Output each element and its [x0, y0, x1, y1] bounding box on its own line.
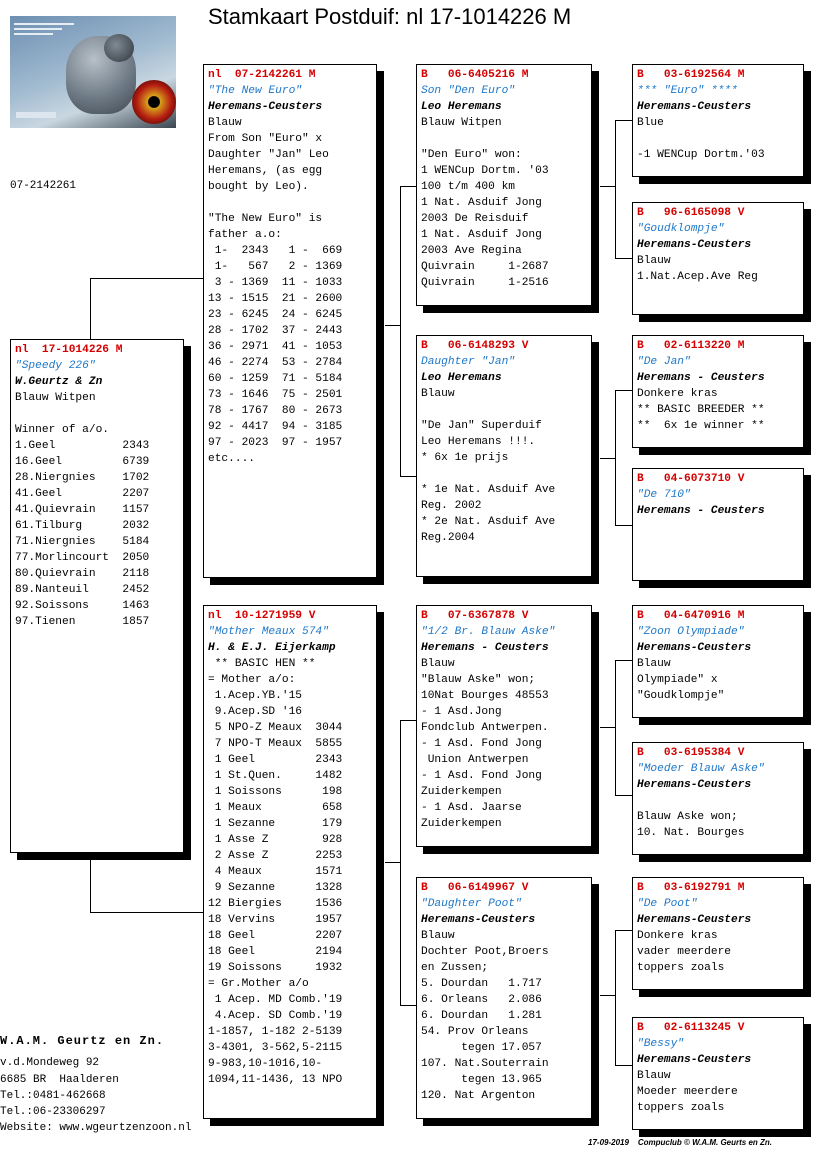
- info-line: 1- 2343 1 - 669: [208, 245, 343, 257]
- info-line: "Den Euro" won:: [421, 149, 522, 161]
- info-line: Zuiderkempen: [421, 818, 502, 830]
- ring-number: B 06-6405216 M: [421, 69, 529, 81]
- info-line: 1 Soissons 198: [208, 786, 343, 798]
- info-line: [421, 466, 587, 482]
- info-line: 1 Geel 2343: [208, 754, 343, 766]
- breeder-name: Heremans-Ceusters: [208, 101, 323, 113]
- info-line: 1- 567 2 - 1369: [208, 261, 343, 273]
- info-line: 9 Sezanne 1328: [208, 882, 343, 894]
- pedigree-card-mother: [203, 605, 377, 1119]
- info-line: Zuiderkempen: [421, 786, 502, 798]
- info-line: 5 NPO-Z Meaux 3044: [208, 722, 343, 734]
- info-line: Moeder meerdere: [637, 1086, 738, 1098]
- info-line: 92.Soissons 1463: [15, 600, 150, 612]
- info-line: 78 - 1767 80 - 2673: [208, 405, 343, 417]
- info-line: 71.Niergnies 5184: [15, 536, 150, 548]
- info-line: 1 Nat. Asduif Jong: [421, 197, 542, 209]
- pigeon-name: "Moeder Blauw Aske": [637, 763, 765, 775]
- info-line: From Son "Euro" x: [208, 133, 323, 145]
- pedigree-card-father-father: [416, 64, 592, 306]
- pigeon-name: "Mother Meaux 574": [208, 626, 329, 638]
- info-line: 92 - 4417 94 - 3185: [208, 421, 343, 433]
- info-line: 1.Acep.YB.'15: [208, 690, 302, 702]
- pigeon-name: Son "Den Euro": [421, 85, 515, 97]
- info-line: "The New Euro" is: [208, 213, 323, 225]
- info-line: 1 Meaux 658: [208, 802, 343, 814]
- breeder-name: Heremans-Ceusters: [637, 101, 752, 113]
- breeder-name: Heremans-Ceusters: [637, 914, 752, 926]
- info-line: Winner of a/o.: [15, 424, 109, 436]
- info-line: 18 Geel 2194: [208, 946, 343, 958]
- logo-footer-bar: [16, 112, 56, 118]
- breeder-name: Heremans - Ceusters: [637, 372, 765, 384]
- ring-number: B 03-6192564 M: [637, 69, 745, 81]
- info-line: * 6x 1e prijs: [421, 452, 509, 464]
- info-line: 1 Sezanne 179: [208, 818, 343, 830]
- pedigree-card-ffm: [632, 202, 804, 315]
- info-line: Blauw: [421, 388, 455, 400]
- info-line: 120. Nat Argenton: [421, 1090, 536, 1102]
- info-line: Union Antwerpen: [421, 754, 529, 766]
- info-line: 13 - 1515 21 - 2600: [208, 293, 343, 305]
- info-line: tegen 17.057: [421, 1042, 542, 1054]
- owner-address: v.d.Mondeweg 92: [0, 1057, 100, 1070]
- pigeon-logo-image: [10, 16, 176, 128]
- pigeon-head: [104, 34, 134, 62]
- breeder-name: H. & E.J. Eijerkamp: [208, 642, 336, 654]
- pigeon-name: "De Poot": [637, 898, 698, 910]
- info-line: 1-1857, 1-182 2-5139: [208, 1026, 343, 1038]
- info-line: 1 Nat. Asduif Jong: [421, 229, 542, 241]
- breeder-name: Heremans-Ceusters: [421, 914, 536, 926]
- breeder-name: Heremans - Ceusters: [637, 505, 765, 517]
- breeder-name: Heremans-Ceusters: [637, 779, 752, 791]
- info-line: 46 - 2274 53 - 2784: [208, 357, 343, 369]
- ring-number: B 03-6192791 M: [637, 882, 745, 894]
- info-line: = Mother a/o:: [208, 674, 296, 686]
- info-line: [208, 195, 372, 211]
- info-line: -1 WENCup Dortm.'03: [637, 149, 765, 161]
- info-line: Heremans, (as egg: [208, 165, 323, 177]
- info-line: 2 Asse Z 2253: [208, 850, 343, 862]
- info-line: vader meerdere: [637, 946, 731, 958]
- info-line: 28.Niergnies 1702: [15, 472, 150, 484]
- pedigree-card-father-mother: [416, 335, 592, 577]
- info-line: 2003 Ave Regina: [421, 245, 522, 257]
- owner-website: Website: www.wgeurtzenzoon.nl: [0, 1122, 192, 1135]
- info-line: - 1 Asd. Fond Jong: [421, 738, 542, 750]
- info-line: 41.Quievrain 1157: [15, 504, 150, 516]
- info-line: 4 Meaux 1571: [208, 866, 343, 878]
- pigeon-name: "De 710": [637, 489, 691, 501]
- info-line: 3-4301, 3-562,5-2115: [208, 1042, 343, 1054]
- ring-number: nl 10-1271959 V: [208, 610, 316, 622]
- info-line: Reg. 2002: [421, 500, 482, 512]
- info-line: Donkere kras: [637, 930, 718, 942]
- info-line: 2003 De Reisduif: [421, 213, 529, 225]
- owner-info: [0, 1033, 191, 1137]
- info-line: 7 NPO-T Meaux 5855: [208, 738, 343, 750]
- pigeon-name: Daughter "Jan": [421, 356, 515, 368]
- info-line: ** BASIC HEN **: [208, 658, 316, 670]
- info-line: Blauw: [208, 117, 242, 129]
- pedigree-card-fff: [632, 64, 804, 177]
- info-line: 9-983,10-1016,10-: [208, 1058, 323, 1070]
- info-line: 73 - 1646 75 - 2501: [208, 389, 343, 401]
- info-line: Reg.2004: [421, 532, 475, 544]
- pedigree-card-father: [203, 64, 377, 578]
- ring-number: B 07-6367878 V: [421, 610, 529, 622]
- info-line: 61.Tilburg 2032: [15, 520, 150, 532]
- pedigree-card-fmm: [632, 468, 804, 581]
- owner-mobile: Tel.:06-23306297: [0, 1106, 106, 1119]
- info-line: Blauw: [637, 255, 671, 267]
- info-line: 54. Prov Orleans: [421, 1026, 529, 1038]
- info-line: 1 Acep. MD Comb.'19: [208, 994, 343, 1006]
- info-line: 9.Acep.SD '16: [208, 706, 302, 718]
- pedigree-card-mother-mother: [416, 877, 592, 1119]
- pigeon-name: "Daughter Poot": [421, 898, 522, 910]
- info-line: - 1 Asd.Jong: [421, 706, 502, 718]
- pedigree-card-mmf: [632, 877, 804, 990]
- info-line: * 1e Nat. Asduif Ave: [421, 484, 556, 496]
- info-line: Blue: [637, 117, 664, 129]
- info-line: "Blauw Aske" won;: [421, 674, 536, 686]
- breeder-name: Leo Heremans: [421, 372, 502, 384]
- info-line: 60 - 1259 71 - 5184: [208, 373, 343, 385]
- info-line: 100 t/m 400 km: [421, 181, 515, 193]
- info-line: Blauw: [637, 658, 671, 670]
- info-line: 10Nat Bourges 48553: [421, 690, 549, 702]
- ring-number: B 06-6148293 V: [421, 340, 529, 352]
- info-line: 12 Biergies 1536: [208, 898, 343, 910]
- info-line: Blauw: [421, 930, 455, 942]
- owner-name: W.A.M. Geurtz en Zn.: [0, 1034, 165, 1048]
- info-line: Blauw Witpen: [421, 117, 502, 129]
- ring-number: B 96-6165098 V: [637, 207, 745, 219]
- father-ring-label: 07-2142261: [10, 180, 77, 192]
- info-line: 5. Dourdan 1.717: [421, 978, 542, 990]
- info-line: toppers zoals: [637, 962, 725, 974]
- info-line: Fondclub Antwerpen.: [421, 722, 549, 734]
- pedigree-card-mother-father: [416, 605, 592, 847]
- info-line: 89.Nanteuil 2452: [15, 584, 150, 596]
- breeder-name: Heremans-Ceusters: [637, 239, 752, 251]
- info-line: Blauw: [421, 658, 455, 670]
- info-line: "De Jan" Superduif: [421, 420, 542, 432]
- info-line: Blauw Witpen: [15, 392, 96, 404]
- ring-number: nl 17-1014226 M: [15, 344, 123, 356]
- info-line: 1.Geel 2343: [15, 440, 150, 452]
- info-line: father a.o:: [208, 229, 282, 241]
- info-line: 10. Nat. Bourges: [637, 827, 745, 839]
- pigeon-name: "The New Euro": [208, 85, 302, 97]
- info-line: 97.Tienen 1857: [15, 616, 150, 628]
- info-line: ** 6x 1e winner **: [637, 420, 765, 432]
- info-line: [637, 131, 799, 147]
- info-line: 28 - 1702 37 - 2443: [208, 325, 343, 337]
- breeder-name: Leo Heremans: [421, 101, 502, 113]
- info-line: [15, 406, 179, 422]
- pedigree-card-mmm: [632, 1017, 804, 1130]
- ring-number: B 02-6113245 V: [637, 1022, 745, 1034]
- info-line: 41.Geel 2207: [15, 488, 150, 500]
- pedigree-card-mfm: [632, 742, 804, 855]
- info-line: Leo Heremans !!!.: [421, 436, 536, 448]
- pedigree-card-subject: [10, 339, 184, 853]
- info-line: 18 Vervins 1957: [208, 914, 343, 926]
- owner-postcode: 6685 BR Haalderen: [0, 1073, 119, 1086]
- pigeon-name: "De Jan": [637, 356, 691, 368]
- info-line: 19 Soissons 1932: [208, 962, 343, 974]
- ring-number: nl 07-2142261 M: [208, 69, 316, 81]
- info-line: tegen 13.965: [421, 1074, 542, 1086]
- info-line: Olympiade" x: [637, 674, 718, 686]
- info-line: 16.Geel 6739: [15, 456, 150, 468]
- info-line: 1 Asse Z 928: [208, 834, 343, 846]
- pigeon-name: "Zoon Olympiade": [637, 626, 745, 638]
- info-line: 6. Dourdan 1.281: [421, 1010, 542, 1022]
- info-line: 23 - 6245 24 - 6245: [208, 309, 343, 321]
- pigeon-name: "Speedy 226": [15, 360, 96, 372]
- info-line: bought by Leo).: [208, 181, 309, 193]
- info-line: 80.Quievrain 2118: [15, 568, 150, 580]
- logo-text-lines: [14, 20, 74, 50]
- info-line: Quivrain 1-2516: [421, 277, 549, 289]
- info-line: 1 WENCup Dortm. '03: [421, 165, 549, 177]
- pigeon-name: "1/2 Br. Blauw Aske": [421, 626, 556, 638]
- info-line: - 1 Asd. Fond Jong: [421, 770, 542, 782]
- ring-number: B 04-6073710 V: [637, 473, 745, 485]
- pigeon-name: *** "Euro" ****: [637, 85, 738, 97]
- ring-number: B 06-6149967 V: [421, 882, 529, 894]
- info-line: ** BASIC BREEDER **: [637, 404, 765, 416]
- breeder-name: Heremans-Ceusters: [637, 642, 752, 654]
- info-line: [421, 131, 587, 147]
- info-line: = Gr.Mother a/o: [208, 978, 309, 990]
- pigeon-name: "Goudklompje": [637, 223, 725, 235]
- info-line: 107. Nat.Souterrain: [421, 1058, 549, 1070]
- info-line: Blauw: [637, 1070, 671, 1082]
- page-title: Stamkaart Postduif: nl 17-1014226 M: [208, 4, 572, 29]
- breeder-name: Heremans - Ceusters: [421, 642, 549, 654]
- info-line: 6. Orleans 2.086: [421, 994, 542, 1006]
- info-line: 18 Geel 2207: [208, 930, 343, 942]
- info-line: 4.Acep. SD Comb.'19: [208, 1010, 343, 1022]
- pigeon-name: "Bessy": [637, 1038, 684, 1050]
- info-line: en Zussen;: [421, 962, 489, 974]
- pedigree-card-fmf: [632, 335, 804, 448]
- pedigree-card-mff: [632, 605, 804, 718]
- pigeon-eye-icon: [132, 80, 176, 124]
- ring-number: B 02-6113220 M: [637, 340, 745, 352]
- info-line: 97 - 2023 97 - 1957: [208, 437, 343, 449]
- info-line: * 2e Nat. Asduif Ave: [421, 516, 556, 528]
- info-line: 1094,11-1436, 13 NPO: [208, 1074, 343, 1086]
- info-line: Donkere kras: [637, 388, 718, 400]
- info-line: 3 - 1369 11 - 1033: [208, 277, 343, 289]
- info-line: - 1 Asd. Jaarse: [421, 802, 522, 814]
- info-line: [637, 793, 799, 809]
- info-line: 1 St.Quen. 1482: [208, 770, 343, 782]
- info-line: "Goudklompje": [637, 690, 725, 702]
- info-line: etc....: [208, 453, 255, 465]
- breeder-name: W.Geurtz & Zn: [15, 376, 103, 388]
- info-line: [421, 402, 587, 418]
- info-line: toppers zoals: [637, 1102, 725, 1114]
- info-line: Daughter "Jan" Leo: [208, 149, 329, 161]
- info-line: Dochter Poot,Broers: [421, 946, 549, 958]
- ring-number: B 04-6470916 M: [637, 610, 745, 622]
- info-line: Quivrain 1-2687: [421, 261, 549, 273]
- breeder-name: Heremans-Ceusters: [637, 1054, 752, 1066]
- info-line: Blauw Aske won;: [637, 811, 738, 823]
- info-line: 77.Morlincourt 2050: [15, 552, 150, 564]
- owner-phone: Tel.:0481-462668: [0, 1089, 106, 1102]
- info-line: 1.Nat.Acep.Ave Reg: [637, 271, 758, 283]
- footer-credit: 17-09-2019 Compuclub © W.A.M. Geurts en Zn.: [588, 1138, 772, 1147]
- ring-number: B 03-6195384 V: [637, 747, 745, 759]
- info-line: 36 - 2971 41 - 1053: [208, 341, 343, 353]
